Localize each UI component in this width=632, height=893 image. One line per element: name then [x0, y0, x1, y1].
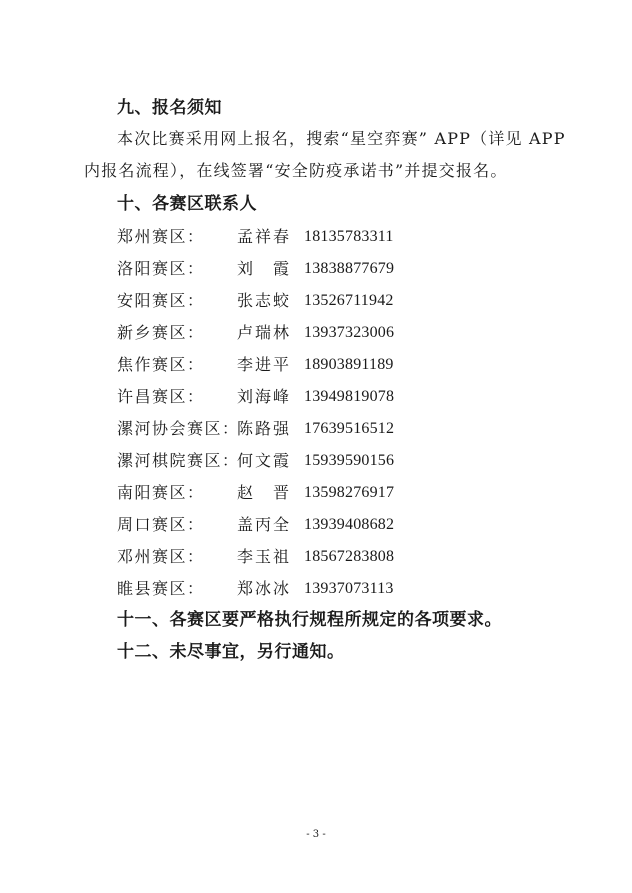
contact-person: 李进平: [237, 355, 289, 374]
contact-person: 刘海峰: [237, 387, 289, 406]
contact-person: 郑冰冰: [237, 579, 289, 598]
contact-person: 李玉祖: [237, 547, 289, 566]
section-9-paragraph-line-1: 本次比赛采用网上报名，搜索“星空弈赛” APP（详见 APP: [117, 129, 566, 148]
contact-phone: 13937323006: [304, 324, 395, 341]
contact-person: 刘霞: [237, 259, 289, 278]
contact-row: [117, 449, 537, 473]
contact-person: 卢瑞林: [237, 323, 289, 342]
contact-phone: 18567283808: [304, 548, 395, 565]
contact-phone: 13598276917: [304, 484, 395, 501]
contact-district: 漯河棋院赛区：: [117, 451, 240, 470]
contact-phone: 13937073113: [304, 580, 394, 597]
contact-phone: 18135783311: [304, 228, 394, 245]
section-12-heading: 十二、未尽事宜，另行通知。: [117, 642, 345, 662]
contact-district: 郑州赛区：: [117, 227, 205, 246]
section-9-heading: 九、报名须知: [117, 98, 222, 118]
contact-district: 睢县赛区：: [117, 579, 205, 598]
contact-phone: 13939408682: [304, 516, 395, 533]
page-number: - 3 -: [306, 829, 326, 840]
section-11-heading: 十一、各赛区要严格执行规程所规定的各项要求。: [117, 610, 502, 630]
contact-district: 洛阳赛区：: [117, 259, 205, 278]
contact-district: 新乡赛区：: [117, 323, 205, 342]
contact-person: 张志蛟: [237, 291, 289, 310]
contact-phone: 15939590156: [304, 452, 395, 469]
contact-phone: 13949819078: [304, 388, 395, 405]
contact-row: [117, 289, 537, 313]
contact-row: [117, 545, 537, 569]
contact-person: 盖丙全: [237, 515, 289, 534]
contact-person: 何文霞: [237, 451, 289, 470]
contact-district: 焦作赛区：: [117, 355, 205, 374]
contact-person: 陈路强: [237, 419, 289, 438]
contact-district: 周口赛区：: [117, 515, 205, 534]
section-10-heading: 十、各赛区联系人: [117, 194, 257, 214]
contact-row: [117, 513, 537, 537]
contact-phone: 13526711942: [304, 292, 394, 309]
contact-row: [117, 481, 537, 505]
contact-row: [117, 225, 537, 249]
contact-person: 赵晋: [237, 483, 289, 502]
contact-row: [117, 321, 537, 345]
contact-person: 孟祥春: [237, 227, 289, 246]
contact-district: 漯河协会赛区：: [117, 419, 240, 438]
contact-row: [117, 417, 537, 441]
contact-district: 许昌赛区：: [117, 387, 205, 406]
contact-district: 邓州赛区：: [117, 547, 205, 566]
contact-phone: 18903891189: [304, 356, 394, 373]
contact-phone: 13838877679: [304, 260, 395, 277]
contact-row: [117, 577, 537, 601]
contact-row: [117, 385, 537, 409]
section-9-paragraph-line-2: 内报名流程），在线签署“安全防疫承诺书”并提交报名。: [84, 161, 508, 180]
contact-row: [117, 353, 537, 377]
contact-row: [117, 257, 537, 281]
contact-district: 安阳赛区：: [117, 291, 205, 310]
contact-phone: 17639516512: [304, 420, 395, 437]
contact-district: 南阳赛区：: [117, 483, 205, 502]
